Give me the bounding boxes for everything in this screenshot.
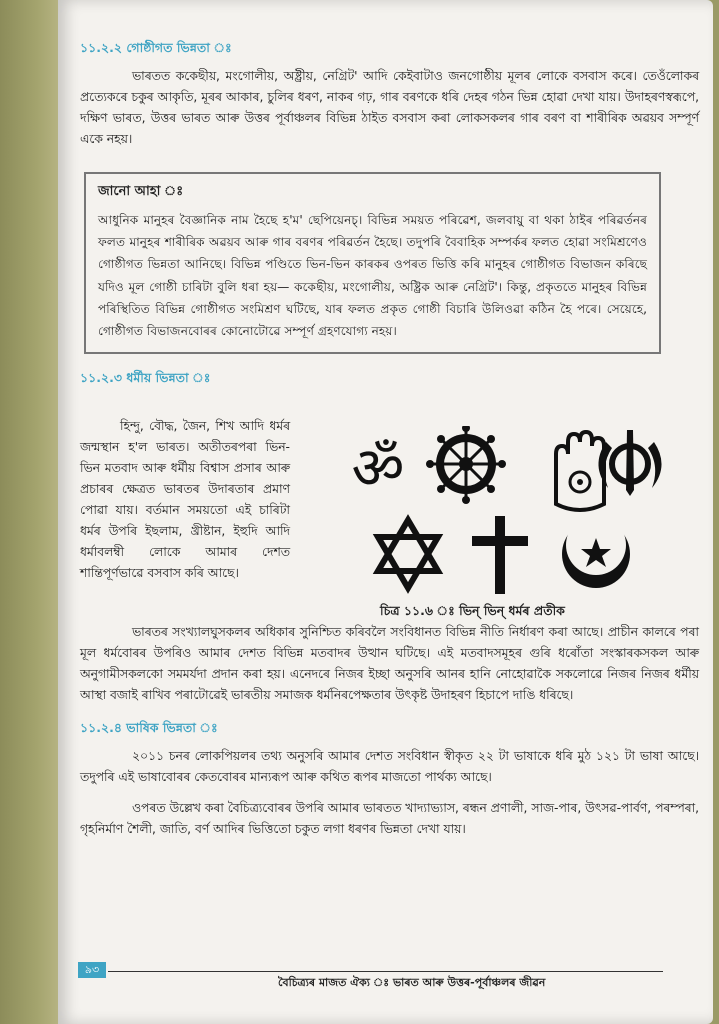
- figure-caption: চিত্ৰ ১১.৬ ঃ ভিন্‌ ভিন্‌ ধৰ্মৰ প্ৰতীক: [380, 602, 565, 618]
- section-heading: ১১.২.৩ ধৰ্মীয় ভিন্নতা ঃ: [80, 370, 211, 386]
- section-religious-diversity: [80, 370, 699, 706]
- jain-hand-icon: [556, 432, 604, 510]
- dharma-wheel-icon: [426, 426, 506, 504]
- svg-text:ॐ: ॐ: [351, 434, 405, 503]
- religion-figure-area: [80, 398, 699, 618]
- section-paragraph-side: হিন্দু, বৌদ্ধ, জৈন, শিখ আদি ধৰ্মৰ জন্মস্থান হ'ল ভাৰত। অতীতৰপৰা ভিন-ভিন মতবাদ আৰু ধৰ্মীয় বিশ্বাস প্ৰসাৰ আৰু প্ৰচাৰৰ ক্ষেত্ৰত ভাৰতৰ উদাৰতাৰ প্ৰমাণ পোৱা যায়। বৰ্তমান সময়তো এই চাৰিটা ধৰ্মৰ উপৰি ইছলাম, খ্ৰীষ্টান, ইহুদি আদি ধৰ্মাবলম্বী লোকে আমাৰ দেশত শান্তিপূৰ্ণভাৱে বসবাস কৰি আছে।: [80, 419, 290, 581]
- section-heading: ১১.২.৪ ভাষিক ভিন্নতা ঃ: [80, 720, 218, 736]
- section-ethnic-diversity: [80, 40, 699, 150]
- section-heading: ১১.২.২ গোষ্ঠীগত ভিন্নতা ঃ: [80, 40, 232, 55]
- book-spine: [0, 0, 60, 1024]
- om-symbol-icon: [352, 434, 405, 502]
- section-linguistic-diversity: [80, 720, 699, 840]
- page-number: ৯৩: [78, 962, 106, 978]
- page-content: [80, 40, 699, 840]
- section-paragraph: ভাৰতত ককেছীয়, মংগোলীয়, অষ্ট্ৰীয়, নেগ্ৰিট' আদি কেইবাটাও জনগোষ্ঠীয় মূলৰ লোকে বসবাস কৰে। তেওঁলোকৰ প্ৰত্যেকৰে চকুৰ আকৃতি, মূৰৰ আকাৰ, চুলিৰ ধৰণ, নাকৰ গঢ়, গাৰ বৰণকে ধৰি দেহৰ গঠন ভিন্ন হোৱা দেখা যায়। উদাহৰণস্বৰূপে, দক্ষিণ ভাৰত, উত্তৰ ভাৰত আৰু উত্তৰ পূৰ্বাঞ্চলৰ বিভিন্ন ঠাইত বসবাস কৰা লোকসকলৰ গাৰ বৰণ বা শাৰীৰিক অৱয়ব সম্পূৰ্ণ একে নহয়।: [80, 69, 699, 146]
- info-box: [84, 172, 661, 354]
- running-title: বৈচিত্ৰ্যৰ মাজত ঐক্য ঃ ভাৰত আৰু উত্তৰ-পূৰ্বাঞ্চলৰ জীৱন: [278, 976, 546, 989]
- section-paragraph: ওপৰত উল্লেখ কৰা বৈচিত্ৰ্যবোৰৰ উপৰি আমাৰ ভাৰতত খাদ্যাভ্যাস, ৰন্ধন প্ৰণালী, সাজ-পাৰ, উৎসৱ-পাৰ্বণ, পৰম্পৰা, গৃহনিৰ্মাণ শৈলী, জাতি, বৰ্ণ আদিৰ ভিত্তিতো চকুত লগা ধৰণৰ ভিন্নতা দেখা যায়।: [80, 801, 699, 837]
- info-box-text: আধুনিক মানুহৰ বৈজ্ঞানিক নাম হৈছে হ'ম' ছেপিয়েনচ্‌। বিভিন্ন সময়ত পৰিৱেশ, জলবায়ু বা থকা ঠাইৰ পৰিৱৰ্তনৰ ফলত মানুহৰ শাৰীৰিক অৱয়ব আৰু গাৰ বৰণৰ পৰিৱৰ্তন হৈছে। তদুপৰি বৈবাহিক সম্পৰ্কৰ ফলত হোৱা সংমিশ্ৰণেও গোষ্ঠীগত ভিন্নতা আনিছে। বিভিন্ন পণ্ডিতে ভিন-ভিন কাৰকৰ ওপৰত ভিত্তি কৰি মানুহৰ গোষ্ঠীগত বিভাজন কৰিছে যদিও মূল গোষ্ঠী চাৰিটা বুলি ধৰা হয়— ককেছীয়, মংগোলীয়, অষ্ট্ৰিক আৰু নেগ্ৰিট'। কিন্তু, প্ৰকৃততে মানুহৰ বিভিন্ন পৰিস্থিতিত বিভিন্ন গোষ্ঠীগত সংমিশ্ৰণ ঘটিছে, যাৰ ফলত প্ৰকৃত গোষ্ঠী বিচাৰি উলিওৱা কঠিন হৈ পৰে। সেয়েহে, গোষ্ঠীগত বিভাজনবোৰৰ কোনোটোৱে সম্পূৰ্ণ গ্ৰহণযোগ্য নহয়।: [98, 213, 647, 339]
- footer-divider: [108, 971, 663, 972]
- cross-icon: [472, 516, 528, 594]
- religious-symbols-figure: [348, 426, 668, 596]
- info-box-title: জানো আহা ঃ: [98, 184, 184, 199]
- section-paragraph: ২০১১ চনৰ লোকপিয়লৰ তথ্য অনুসৰি আমাৰ দেশত সংবিধান স্বীকৃত ২২ টা ভাষাকে ধৰি মুঠ ১২১ টা ভাষা আছে। তদুপৰি এই ভাষাবোৰৰ কেতবোৰৰ মান্যৰূপ আৰু কথিত ৰূপৰ মাজতো পাৰ্থক্য আছে।: [80, 749, 699, 785]
- section-paragraph: ভাৰতৰ সংখ্যালঘুসকলৰ অধিকাৰ সুনিশ্চিত কৰিবলৈ সংবিধানত বিভিন্ন নীতি নিৰ্ধাৰণ কৰা আছে। প্ৰাচীন কালৰে পৰা মূল ধৰ্মবোৰৰ উপৰিও আমাৰ দেশত বিভিন্ন মতবাদৰ উত্থান ঘটিছে। এই মতবাদসমূহৰ গুৰি ধৰোঁতা সংস্কাৰকসকল আৰু অনুগামীসকলকো সমমৰ্যদা প্ৰদান কৰা হয়। এনেদৰে নিজৰ ইচ্ছা অনুসৰি আনৰ হানি নোহোৱাকৈ সকলোৱে নিজৰ নিজৰ ধৰ্মীয় আস্থা বজাই ৰাখিব পৰাটোৱেই ভাৰতীয় সমাজক ধৰ্মনিৰপেক্ষতাৰ উৎকৃষ্ট উদাহৰণ হিচাপে দাঙি ধৰিছে।: [80, 625, 699, 703]
- star-of-david-icon: [378, 520, 438, 588]
- page-footer: [78, 962, 693, 992]
- page: [58, 0, 713, 1024]
- khanda-icon: [598, 430, 661, 496]
- crescent-star-icon: [562, 515, 630, 588]
